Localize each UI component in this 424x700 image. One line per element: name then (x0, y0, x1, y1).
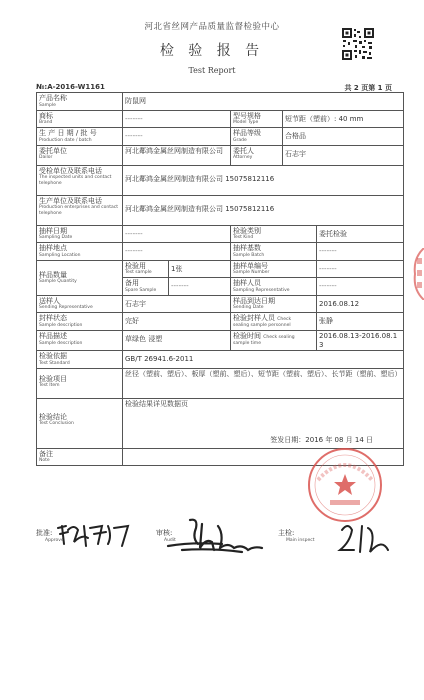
row-sample-desc (37, 331, 404, 351)
approve-signature-icon (54, 522, 134, 550)
label-grade: 样品等级 Grade (231, 128, 283, 146)
report-number: №:A-2016-W1161 (36, 83, 105, 91)
qr-code-icon (341, 27, 375, 61)
value-sampling-location: ------- (123, 243, 231, 261)
value-prod-date: ------- (123, 128, 231, 146)
label-sample-batch: 抽样基数 Sample Batch (231, 243, 317, 261)
label-inspected-unit: 受检单位及联系电话 The inspected units and contact telephone (37, 165, 123, 195)
value-sealing: 完好 (123, 313, 231, 331)
label-sample-number: 抽样单编号 Sample Number (231, 260, 317, 278)
main-inspect-signature-icon (336, 520, 396, 556)
value-product-name: 防鼠网 (123, 93, 404, 111)
value-client: 河北鄰鸿金属丝网制造有限公司 (123, 145, 231, 165)
label-brand: 商标 Brand (37, 110, 123, 128)
label-sample-desc: 样品描述 Sample description (37, 331, 123, 351)
value-inspected-unit: 河北鄰鸿金属丝网制造有限公司 15075812116 (123, 165, 404, 195)
value-sampling-date: ------- (123, 225, 231, 243)
label-sending-date: 样品到达日期 Sending Date (231, 295, 317, 313)
label-sending-rep: 送样人 Sending Representative (37, 295, 123, 313)
label-test-kind: 检验类别 Test Kind (231, 225, 317, 243)
value-sending-date: 2016.08.12 (317, 295, 404, 313)
row-test-item (37, 368, 404, 398)
label-standard: 检验依据 Test Standard (37, 351, 123, 369)
audit-signature-icon (162, 514, 272, 558)
page-subtitle: Test Report (188, 66, 236, 75)
value-attorney: 石志宇 (283, 145, 404, 165)
value-check-time: 2016.08.13-2016.08.13 (317, 331, 404, 351)
label-sealing-person: 检验封样人员 Check sealing sample personnel (231, 313, 317, 331)
value-brand: ------- (123, 110, 231, 128)
value-sending-rep: 石志宇 (123, 295, 231, 313)
label-remarks: 备注 Note (37, 448, 123, 466)
label-attorney: 委托人 Attorney (231, 145, 283, 165)
label-producer: 生产单位及联系电话 Production enterprises and contact telephone (37, 195, 123, 225)
value-test-sample: 1张 (169, 260, 231, 278)
value-standard: GB/T 26941.6-2011 (123, 351, 404, 369)
org-name: 河北省丝网产品质量监督检验中心 (144, 22, 280, 32)
value-spare-sample: ------- (169, 278, 231, 296)
label-conclusion: 检验结论 Test Conclusion (37, 398, 123, 448)
row-prod-date (37, 128, 404, 146)
edge-seal-icon (411, 248, 424, 300)
row-brand (37, 110, 404, 128)
row-standard (37, 351, 404, 369)
official-seal-icon (306, 446, 384, 524)
value-conclusion (123, 398, 404, 448)
page-info: 共 2 页第 1 页 (344, 84, 392, 92)
row-client (37, 145, 404, 165)
main-inspect-label-en: Main inspect (286, 538, 315, 543)
row-sampling-date (37, 225, 404, 243)
value-sealing-person: 张静 (317, 313, 404, 331)
value-test-kind: 委托检验 (317, 225, 404, 243)
label-spare-sample: 备用 Spare Sample (123, 278, 169, 296)
label-client: 委托单位 Dailor (37, 145, 123, 165)
label-check-time: 检验时间 Check sealing sample time (231, 331, 317, 351)
value-sample-number: ------- (317, 260, 404, 278)
main-inspect-label: 主检: (278, 529, 295, 537)
label-test-item: 检验项目 Test Item (37, 368, 123, 398)
row-sampling-location (37, 243, 404, 261)
label-test-sample: 检验用 Test sample (123, 260, 169, 278)
row-inspected-unit (37, 165, 404, 195)
row-sending-rep (37, 295, 404, 313)
label-sampling-date: 抽样日期 Sampling Date (37, 225, 123, 243)
label-prod-date: 生 产 日 期 / 批 号 Production date / batch (37, 128, 123, 146)
report-table (36, 92, 404, 466)
label-sampling-location: 抽样地点 Sampling Location (37, 243, 123, 261)
audit-label-en: Audit (164, 538, 176, 543)
page-title: 检 验 报 告 (159, 43, 265, 59)
label-sealing: 封样状态 Sample description (37, 313, 123, 331)
label-sampling-rep: 抽样人员 Sampling Representative (231, 278, 317, 296)
value-producer: 河北鄰鸿金属丝网制造有限公司 15075812116 (123, 195, 404, 225)
value-sample-batch: ------- (317, 243, 404, 261)
audit-label: 审核: (156, 529, 173, 537)
approve-label: 批准: (36, 529, 53, 537)
sign-date: 签发日期：2016 年 08 月 14 日 (270, 436, 374, 444)
row-conclusion (37, 398, 404, 448)
row-sample-quantity-1 (37, 260, 404, 278)
label-product-name: 产品名称 Sample (37, 93, 123, 111)
label-sample-quantity: 样品数量 Sample Quantity (37, 260, 123, 295)
value-sample-desc: 草绿色 浸塑 (123, 331, 231, 351)
value-sampling-rep: ------- (317, 278, 404, 296)
value-grade: 合格品 (283, 128, 404, 146)
signature-row (36, 522, 403, 566)
conclusion-text: 检验结果详见数据页 (125, 399, 188, 408)
approve-label-en: Approve (45, 538, 64, 543)
label-model: 型号规格 Model Type (231, 110, 283, 128)
value-test-item: 丝径（塑前、塑后）、板厚（塑前、塑后）、短节距（塑前、塑后）、长节距（塑前、塑后） (123, 368, 404, 398)
row-producer (37, 195, 404, 225)
row-sealing (37, 313, 404, 331)
value-model: 短节距（塑前）: 40 mm (283, 110, 404, 128)
row-product-name (37, 93, 404, 111)
